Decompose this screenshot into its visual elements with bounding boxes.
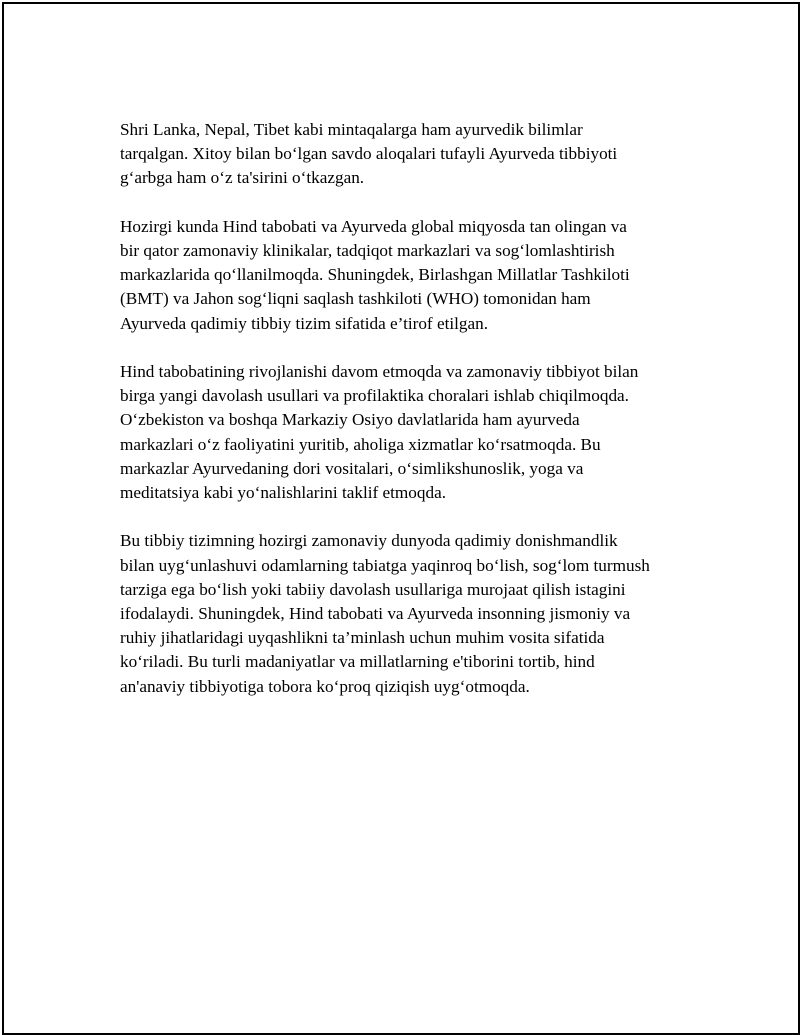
paragraph-2: [120, 215, 695, 336]
text-line: tarziga ega bo‘lish yoki tabiiy davolash usullariga murojaat qilish istagini: [120, 579, 626, 599]
text-line: markazlar Ayurvedaning dori vositalari, o‘simlikshunoslik, yoga va: [120, 458, 584, 478]
text-line: markazlari o‘z faoliyatini yuritib, aholiga xizmatlar ko‘rsatmoqda. Bu: [120, 434, 601, 454]
document-page: [2, 2, 800, 1035]
text-line: Hind tabobatining rivojlanishi davom etmoqda va zamonaviy tibbiyot bilan: [120, 362, 639, 381]
text-line: markazlarida qo‘llanilmoqda. Shuningdek, Birlashgan Millatlar Tashkiloti: [120, 265, 630, 285]
paragraph-3: [120, 360, 695, 505]
text-line: O‘zbekiston va boshqa Markaziy Osiyo davlatlarida ham ayurveda: [120, 410, 580, 430]
text-line: Hozirgi kunda Hind tabobati va Ayurveda global miqyosda tan olingan va: [120, 216, 627, 236]
text-line: Bu tibbiy tizimning hozirgi zamonaviy dunyoda qadimiy donishmandlik: [120, 531, 618, 551]
text-line: tarqalgan. Xitoy bilan bo‘lgan savdo aloqalari tufayli Ayurveda tibbiyoti: [120, 144, 618, 164]
text-line: ko‘riladi. Bu turli madaniyatlar va millatlarning e'tiborini tortib, hind: [120, 652, 595, 672]
paragraph-1: [120, 118, 695, 191]
text-line: bir qator zamonaviy klinikalar, tadqiqot markazlari va sog‘lomlashtirish: [120, 241, 615, 260]
text-line: bilan uyg‘unlashuvi odamlarning tabiatga yaqinroq bo‘lish, sog‘lom turmush: [120, 555, 650, 575]
paragraph-4: [120, 529, 695, 698]
text-line: birga yangi davolash usullari va profilaktika choralari ishlab chiqilmoqda.: [120, 386, 629, 406]
document-body: [120, 118, 695, 723]
text-line: Shri Lanka, Nepal, Tibet kabi mintaqalarga ham ayurvedik bilimlar: [120, 120, 583, 139]
text-line: (BMT) va Jahon sog‘liqni saqlash tashkiloti (WHO) tomonidan ham: [120, 289, 591, 309]
text-line: an'anaviy tibbiyotiga tobora ko‘proq qiziqish uyg‘otmoqda.: [120, 676, 530, 696]
text-line: g‘arbga ham o‘z ta'sirini o‘tkazgan.: [120, 168, 365, 188]
text-line: ifodalaydi. Shuningdek, Hind tabobati va Ayurveda insonning jismoniy va: [120, 604, 631, 624]
text-line: ruhiy jihatlaridagi uyqashlikni ta’minlash uchun muhim vosita sifatida: [120, 628, 605, 648]
text-line: meditatsiya kabi yo‘nalishlarini taklif etmoqda.: [120, 483, 447, 503]
text-line: Ayurveda qadimiy tibbiy tizim sifatida e’tirof etilgan.: [120, 313, 489, 333]
